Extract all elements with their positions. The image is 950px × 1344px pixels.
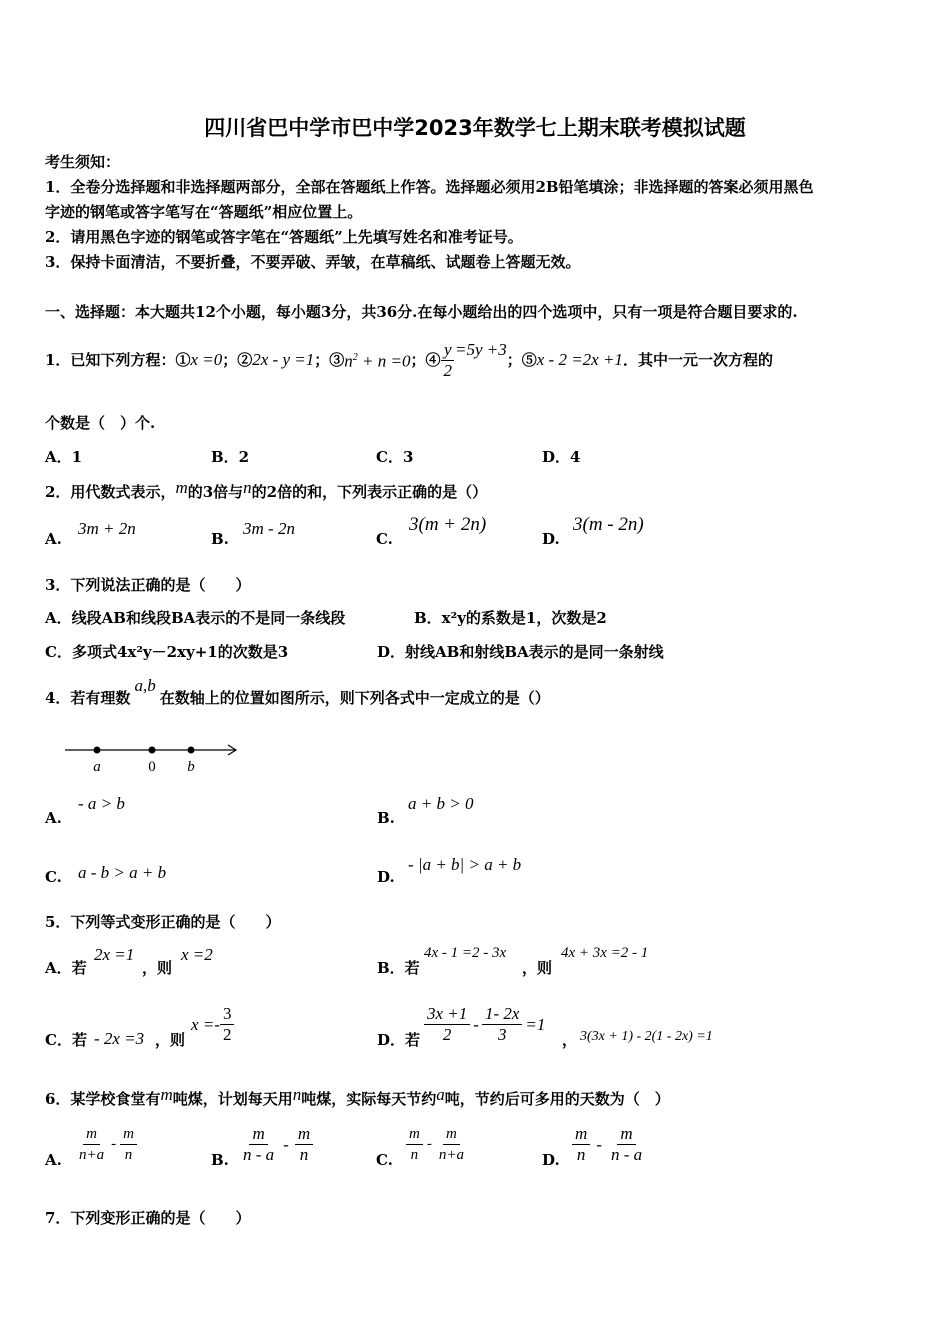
q5-option-a-eq2: x =2 xyxy=(181,945,213,964)
q1-eq3-base: n xyxy=(344,351,353,371)
notice-item-1-line-2: 字迹的钢笔或答字笔写在“答题纸”相应位置上。 xyxy=(45,203,363,221)
q1-option-c: C．3 xyxy=(376,448,414,466)
q2-option-d-expr: 3(m - 2n) xyxy=(573,514,644,535)
q1-prefix: 1．已知下列方程：① xyxy=(45,351,191,369)
q1-equation-2: 2x - y =1 xyxy=(252,350,315,369)
q5-option-d-prefix: D．若 xyxy=(377,1031,421,1049)
q6-option-c-expr xyxy=(406,1124,467,1165)
page-title: 四川省巴中学市巴中学2023年数学七上期末联考模拟试题 xyxy=(204,116,746,140)
q6-var-n: n xyxy=(292,1085,302,1104)
q5-d-fraction-1 xyxy=(424,1004,470,1045)
q4-option-a-label: A. xyxy=(45,809,62,827)
notice-heading: 考生须知： xyxy=(45,153,121,171)
q3-option-a: A．线段AB和线段BA表示的不是同一条线段 xyxy=(45,609,346,627)
q4-option-c-label: C. xyxy=(45,868,62,886)
q5-option-b-mid: ，则 xyxy=(522,959,553,977)
q1-eq4-rest: =5y +3 xyxy=(454,340,507,359)
q2-text-3: 的2倍的和，下列表示正确的是（） xyxy=(251,483,488,501)
q4-option-c-expr: a - b > a + b xyxy=(78,863,167,882)
q4-text-1: 4．若有理数 xyxy=(45,689,131,707)
q6-text-4: 吨，节约后可多用的天数为（ ） xyxy=(444,1090,670,1108)
question-4-stem xyxy=(45,676,550,708)
q6-c-fraction-2 xyxy=(436,1124,467,1165)
q1-sep-3: ；③ xyxy=(314,351,345,369)
q4-vars: a,b xyxy=(134,676,156,695)
q6-c-op: - xyxy=(426,1136,432,1152)
q4-option-d-expr: - |a + b| > a + b xyxy=(408,855,522,874)
q2-option-c-expr: 3(m + 2n) xyxy=(409,514,487,535)
q6-option-d-label: D. xyxy=(542,1151,560,1169)
q1-sep-5: ；⑤ xyxy=(506,351,537,369)
notice-item-3: 3．保持卡面清洁，不要折叠，不要弄破、弄皱，在草稿纸、试题卷上答题无效。 xyxy=(45,253,581,271)
q1-option-b: B．2 xyxy=(211,448,250,466)
q6-d-den-1: n xyxy=(576,1145,586,1164)
q3-option-c: C．多项式4x²y－2xy+1的次数是3 xyxy=(45,643,289,661)
q1-option-d: D．4 xyxy=(542,448,581,466)
notice-item-1-line-1: 1．全卷分选择题和非选择题两部分，全部在答题纸上作答。选择题必须用2B铅笔填涂；非选择题的答案必须用黑色 xyxy=(45,178,814,196)
q3-option-d: D．射线AB和射线BA表示的是同一条射线 xyxy=(377,643,664,661)
q2-option-a-expr: 3m + 2n xyxy=(78,519,136,538)
q1-equation-3 xyxy=(344,348,410,372)
q5-option-a-mid: ，则 xyxy=(142,959,173,977)
question-7-stem: 7．下列变形正确的是（ ） xyxy=(45,1209,251,1227)
q5-d-denominator-1: 2 xyxy=(442,1025,452,1044)
q6-b-den-2: n xyxy=(299,1145,309,1164)
q5-c-numerator: 3 xyxy=(220,1004,235,1025)
q6-b-num-2: m xyxy=(295,1124,313,1145)
q5-option-c-mid: ，则 xyxy=(155,1031,186,1049)
q6-a-fraction-1 xyxy=(76,1124,107,1165)
q3-option-b: B．x²y的系数是1，次数是2 xyxy=(414,609,607,627)
q2-option-b-label: B. xyxy=(211,530,229,548)
q5-option-d-eq1 xyxy=(424,1004,545,1045)
q1-sep-2: ；② xyxy=(222,351,253,369)
q6-option-c-label: C. xyxy=(376,1151,393,1169)
notice-item-2: 2．请用黑色字迹的钢笔或答字笔在“答题纸”上先填写姓名和准考证号。 xyxy=(45,228,523,246)
q6-option-b-label: B. xyxy=(211,1151,229,1169)
point-b xyxy=(188,747,195,754)
q1-eq4-numerator: y xyxy=(441,340,455,361)
q6-c-fraction-1 xyxy=(406,1124,423,1165)
q6-b-num-1: m xyxy=(249,1124,267,1145)
question-6-stem xyxy=(45,1085,670,1109)
q5-c-denominator: 2 xyxy=(222,1025,232,1044)
q6-var-m: m xyxy=(160,1085,173,1104)
q1-eq4-denominator: 2 xyxy=(443,360,452,380)
q6-c-num-1: m xyxy=(406,1124,423,1145)
q6-option-d-expr xyxy=(572,1124,645,1165)
q6-text-3: 吨煤，实际每天节约 xyxy=(301,1090,437,1108)
q5-d-denominator-2: 3 xyxy=(497,1025,507,1044)
q2-var-n: n xyxy=(243,478,252,497)
q6-option-a-expr xyxy=(76,1124,137,1165)
q4-option-b-label: B. xyxy=(377,809,395,827)
q5-option-b-eq2: 4x + 3x =2 - 1 xyxy=(561,945,649,961)
q2-option-a-label: A. xyxy=(45,530,62,548)
q6-a-op: - xyxy=(111,1136,117,1152)
number-line-figure xyxy=(60,740,245,776)
q6-a-num-2: m xyxy=(120,1124,137,1145)
q6-d-num-1: m xyxy=(572,1124,590,1145)
q6-a-den-2: n xyxy=(124,1147,133,1163)
q1-sep-4: ；④ xyxy=(410,351,441,369)
q5-option-b-prefix: B．若 xyxy=(377,959,420,977)
q6-a-num-1: m xyxy=(83,1124,100,1145)
question-2-stem xyxy=(45,478,488,502)
question-3-stem: 3．下列说法正确的是（ ） xyxy=(45,576,251,594)
q1-eq3-exponent: 2 xyxy=(352,352,358,364)
point-a xyxy=(94,747,101,754)
q1-equation-1: x =0 xyxy=(190,350,223,369)
q2-option-d-label: D. xyxy=(542,530,560,548)
q6-d-fraction-2 xyxy=(608,1124,645,1165)
q6-d-op: - xyxy=(596,1134,602,1154)
q6-text-1: 6．某学校食堂有 xyxy=(45,1090,161,1108)
q6-c-den-2: n+a xyxy=(438,1147,464,1163)
q6-a-fraction-2 xyxy=(120,1124,137,1165)
q6-option-b-expr xyxy=(240,1124,313,1165)
point-zero xyxy=(149,747,156,754)
q5-d-numerator-1: 3x +1 xyxy=(424,1004,470,1025)
q4-text-2: 在数轴上的位置如图所示，则下列各式中一定成立的是（） xyxy=(159,689,550,707)
q6-b-den-1: n - a xyxy=(243,1145,275,1164)
label-a: a xyxy=(93,759,101,775)
question-5-stem: 5．下列等式变形正确的是（ ） xyxy=(45,913,281,931)
q5-d-fraction-2 xyxy=(482,1004,522,1045)
q5-c-eq2-lhs: x =- xyxy=(191,1014,220,1034)
label-b: b xyxy=(187,759,195,775)
q6-d-num-2: m xyxy=(617,1124,635,1145)
q2-text-2: 的3倍与 xyxy=(187,483,244,501)
q2-var-m: m xyxy=(175,478,188,497)
q5-d-equals: =1 xyxy=(525,1014,546,1034)
q5-d-numerator-2: 1- 2x xyxy=(482,1004,522,1025)
q2-text-1: 2．用代数式表示， xyxy=(45,483,176,501)
q5-option-d-eq2: 3(3x + 1) - 2(1 - 2x) =1 xyxy=(580,1029,713,1044)
q6-d-den-2: n - a xyxy=(610,1145,643,1164)
q6-d-fraction-1 xyxy=(572,1124,590,1165)
q6-a-den-1: n+a xyxy=(79,1147,105,1163)
q4-option-b-expr: a + b > 0 xyxy=(408,794,474,813)
q1-eq4-fraction xyxy=(440,340,455,381)
q6-b-fraction-1 xyxy=(240,1124,277,1165)
q5-option-b-eq1: 4x - 1 =2 - 3x xyxy=(424,945,507,961)
q6-var-a: a xyxy=(436,1085,445,1104)
q2-option-c-label: C. xyxy=(376,530,393,548)
q1-option-a: A．1 xyxy=(45,448,83,466)
q5-option-c-eq1: - 2x =3 xyxy=(94,1029,145,1048)
question-1-line-2: 个数是（ ）个. xyxy=(45,414,156,432)
q4-option-d-label: D. xyxy=(377,868,395,886)
q5-c-fraction xyxy=(220,1004,235,1045)
q5-option-a-eq1: 2x =1 xyxy=(94,945,135,964)
question-1-stem xyxy=(45,330,773,390)
q1-suffix: ．其中一元一次方程的 xyxy=(622,351,773,369)
q1-equation-5: x - 2 =2x +1 xyxy=(536,350,623,369)
label-zero: 0 xyxy=(148,759,156,775)
q6-text-2: 吨煤，计划每天用 xyxy=(172,1090,293,1108)
q4-option-a-expr: - a > b xyxy=(78,794,125,813)
section-heading: 一、选择题：本大题共12个小题，每小题3分，共36分.在每小题给出的四个选项中，只有一项是符合题目要求的. xyxy=(45,303,798,321)
q1-eq3-rest: + n =0 xyxy=(357,351,411,371)
q5-option-a-prefix: A．若 xyxy=(45,959,87,977)
q6-c-num-2: m xyxy=(443,1124,460,1145)
q5-option-c-prefix: C．若 xyxy=(45,1031,87,1049)
q6-c-den-1: n xyxy=(410,1147,419,1163)
q5-option-d-comma: ， xyxy=(562,1031,578,1049)
q6-option-a-label: A. xyxy=(45,1151,62,1169)
q5-d-minus: - xyxy=(473,1014,479,1034)
q5-option-c-eq2 xyxy=(191,1004,234,1045)
q6-b-fraction-2 xyxy=(295,1124,313,1165)
q2-option-b-expr: 3m - 2n xyxy=(243,519,295,538)
q1-equation-4 xyxy=(440,340,506,381)
q6-b-op: - xyxy=(283,1134,289,1154)
